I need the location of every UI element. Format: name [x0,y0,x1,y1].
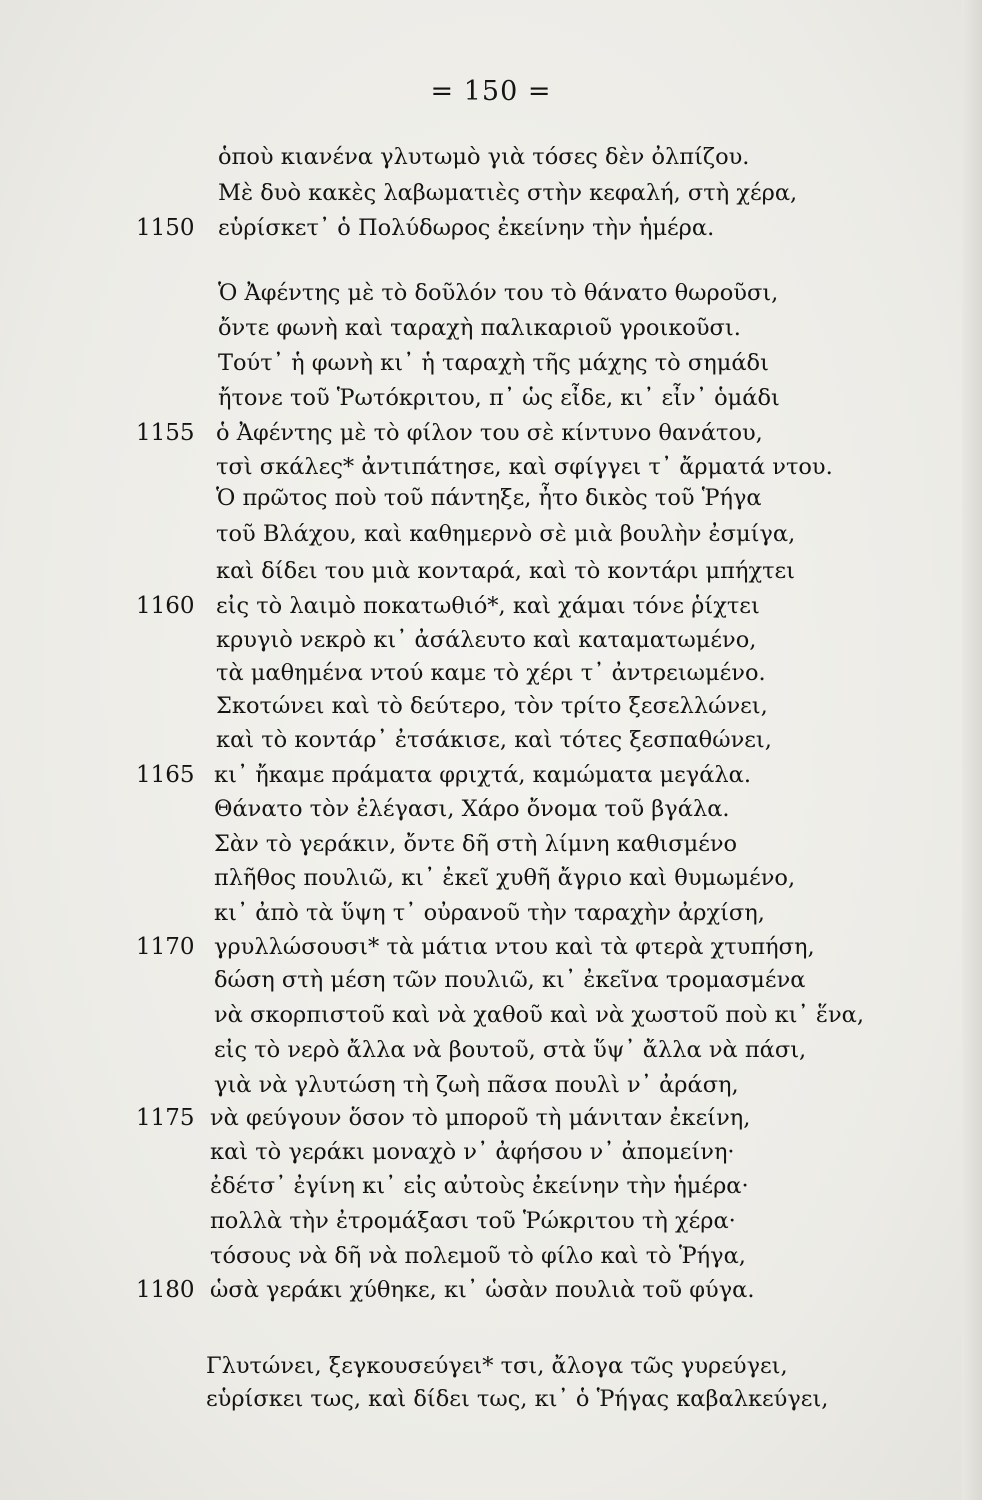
line-number: 1175 [136,1105,195,1131]
page-number-header: = 150 = [430,76,552,107]
verse-text: εἰς τὸ νερὸ ἄλλα νὰ βουτοῦ, στὰ ὕψ᾽ ἄλλα νὰ πάσι, [214,1037,807,1063]
line-number: 1180 [136,1277,195,1303]
line-number: 1170 [136,934,195,960]
verse-text: Ὁ πρῶτος ποὺ τοῦ πάντηξε, ἦτο δικὸς τοῦ Ῥήγα [216,485,762,511]
verse-text: νὰ φεύγουν ὅσον τὸ μποροῦ τὴ μάνιταν ἐκείνη, [210,1105,751,1131]
verse-text: κρυγιὸ νεκρὸ κι᾽ ἀσάλευτο καὶ καταματωμένο, [216,627,757,653]
verse-text: τόσους νὰ δῆ νὰ πολεμοῦ τὸ φίλο καὶ τὸ Ῥήγα, [210,1243,746,1269]
verse-text: καὶ δίδει του μιὰ κονταρά, καὶ τὸ κοντάρι μπήχτει [216,558,796,584]
verse-text: εὑρίσκει τως, καὶ δίδει τως, κι᾽ ὁ Ῥήγας καβαλκεύγει, [206,1386,829,1412]
verse-text: Θάνατο τὸν ἐλέγασι, Χάρο ὄνομα τοῦ βγάλα. [214,796,730,822]
verse-text: νὰ σκορπιστοῦ καὶ νὰ χαθοῦ καὶ νὰ χωστοῦ ποὺ κι᾽ ἕνα, [214,1002,864,1028]
verse-text: ἤτονε τοῦ Ῥωτόκριτου, π᾽ ὡς εἶδε, κι᾽ εἶν᾽ ὁμάδι [218,385,780,411]
verse-text: πλῆθος πουλιῶ, κι᾽ ἐκεῖ χυθῆ ἄγριο καὶ θυμωμένο, [214,865,796,891]
verse-text: εὑρίσκετ᾽ ὁ Πολύδωρος ἐκείνην τὴν ἡμέρα. [218,215,715,241]
verse-text: πολλὰ τὴν ἐτρομάξασι τοῦ Ῥώκριτου τὴ χέρα· [210,1208,736,1234]
verse-text: Σὰν τὸ γεράκιν, ὄντε δῆ στὴ λίμνη καθισμένο [214,831,738,857]
line-number: 1160 [136,593,195,619]
line-number: 1165 [136,762,195,788]
verse-text: Γλυτώνει, ξεγκουσεύγει* τσι, ἄλογα τῶς γυρεύγει, [206,1353,788,1379]
verse-text: εἰς τὸ λαιμὸ ποκατωθιό*, καὶ χάμαι τόνε ῥίχτει [216,593,760,619]
verse-text: τοῦ Βλάχου, καὶ καθημερνὸ σὲ μιὰ βουλὴν ἐσμίγα, [216,521,796,547]
verse-text: ὁ Ἀφέντης μὲ τὸ φίλον του σὲ κίντυνο θανάτου, [216,420,763,446]
verse-text: κι᾽ ἀπὸ τὰ ὕψη τ᾽ οὐρανοῦ τὴν ταραχὴν ἀρχίση, [214,900,765,926]
verse-text: καὶ τὸ γεράκι μοναχὸ ν᾽ ἀφήσου ν᾽ ἀπομείνη· [210,1139,735,1165]
line-number: 1150 [136,215,195,241]
verse-text: ὡσὰ γεράκι χύθηκε, κι᾽ ὡσὰν πουλιὰ τοῦ φύγα. [210,1277,755,1303]
verse-text: κι᾽ ἤκαμε πράματα φριχτά, καμώματα μεγάλα. [214,762,752,788]
verse-text: τσὶ σκάλες* ἀντιπάτησε, καὶ σφίγγει τ᾽ ἄρματά ντου. [216,454,833,480]
verse-text: τὰ μαθημένα ντού καμε τὸ χέρι τ᾽ ἀντρειωμένο. [216,660,766,686]
page-edge-shadow [962,0,982,1500]
verse-text: Μὲ δυὸ κακὲς λαβωματιὲς στὴν κεφαλή, στὴ χέρα, [218,180,798,206]
line-number: 1155 [136,420,195,446]
verse-text: Σκοτώνει καὶ τὸ δεύτερο, τὸν τρίτο ξεσελλώνει, [216,693,768,719]
verse-text: δώση στὴ μέση τῶν πουλιῶ, κι᾽ ἐκεῖνα τρομασμένα [214,967,806,993]
verse-text: ἐδέτσ᾽ ἐγίνη κι᾽ εἰς αὐτοὺς ἐκείνην τὴν ἡμέρα· [210,1173,749,1199]
verse-text: ὄντε φωνὴ καὶ ταραχὴ παλικαριοῦ γροικοῦσι. [218,315,741,341]
verse-text: Ὁ Ἀφέντης μὲ τὸ δοῦλόν του τὸ θάνατο θωροῦσι, [218,280,779,306]
verse-text: γρυλλώσουσι* τὰ μάτια ντου καὶ τὰ φτερὰ χτυπήση, [214,934,815,960]
verse-text: γιὰ νὰ γλυτώση τὴ ζωὴ πᾶσα πουλὶ ν᾽ ἀράση, [214,1072,739,1098]
verse-text: ὁποὺ κιανένα γλυτωμὸ γιὰ τόσες δὲν ὀλπίζου. [218,144,750,170]
verse-text: καὶ τὸ κοντάρ᾽ ἐτσάκισε, καὶ τότες ξεσπαθώνει, [216,727,772,753]
verse-text: Τούτ᾽ ἡ φωνὴ κι᾽ ἡ ταραχὴ τῆς μάχης τὸ σημάδι [218,350,769,376]
